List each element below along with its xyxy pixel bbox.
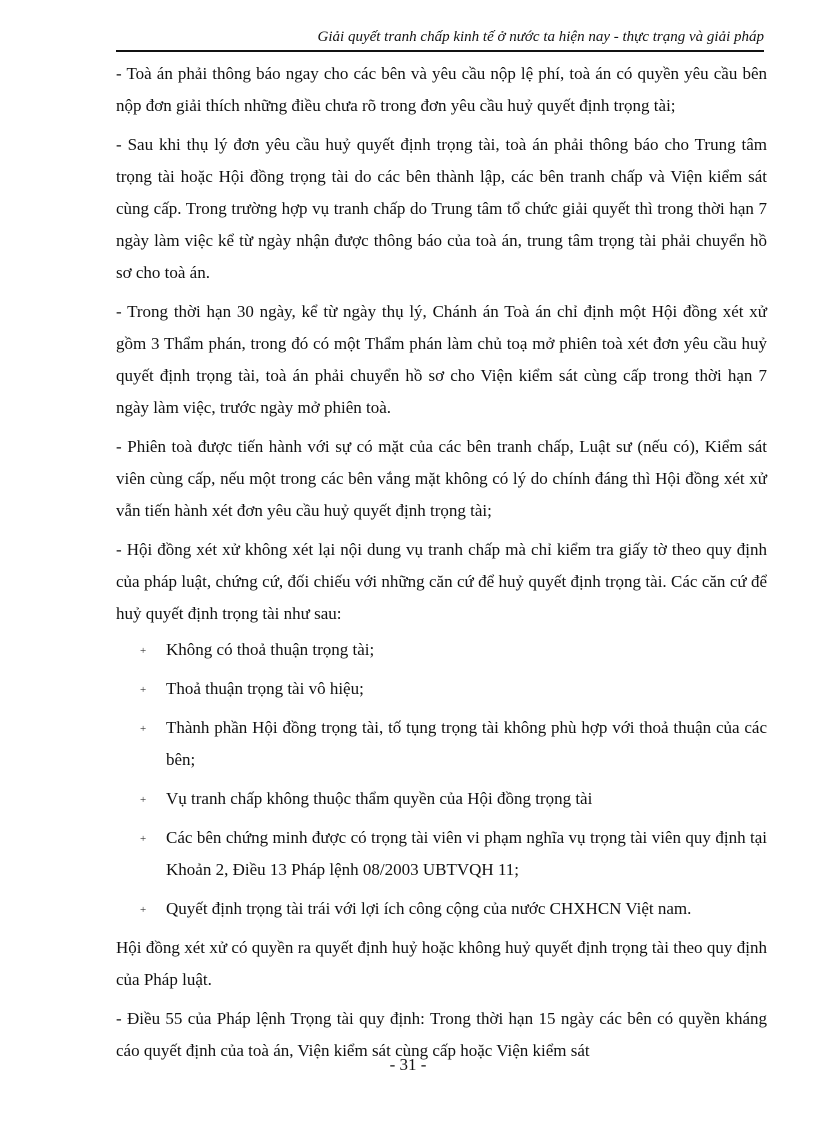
plus-bullet-icon: + <box>140 904 147 916</box>
annulment-grounds-list <box>116 634 767 925</box>
paragraph-after-acceptance: - Sau khi thụ lý đơn yêu cầu huỷ quyết định trọng tài, toà án phải thông báo cho Trung tâm trọng tài hoặc Hội đồng trọng tài do các bên thành lập, các bên tranh chấp và Viện kiểm sát cùng cấp. Trong trường hợp vụ tranh chấp do Trung tâm tổ chức giải quyết thì trong thời hạn 7 ngày làm việc kể từ ngày nhận được thông báo của toà án, trung tâm trọng tài phải chuyển hồ sơ cho toà án. <box>116 135 767 282</box>
paragraph-30-day-period: - Trong thời hạn 30 ngày, kể từ ngày thụ lý, Chánh án Toà án chỉ định một Hội đồng xét xử gồm 3 Thẩm phán, trong đó có một Thẩm phán làm chủ toạ mở phiên toà xét đơn yêu cầu huỷ quyết định trọng tài, toà án phải chuyển hồ sơ cho Viện kiểm sát cùng cấp trong thời hạn 7 ngày làm việc, trước ngày mở phiên toà. <box>116 302 767 417</box>
paragraph-court-notification: - Toà án phải thông báo ngay cho các bên và yêu cầu nộp lệ phí, toà án có quyền yêu cầu bên nộp đơn giải thích những điều chưa rõ trong đơn yêu cầu huỷ quyết định trọng tài; <box>116 64 767 115</box>
paragraph-hearing-attendance: - Phiên toà được tiến hành với sự có mặt của các bên tranh chấp, Luật sư (nếu có), Kiểm sát viên cùng cấp, nếu một trong các bên vắng mặt không có lý do chính đáng thì Hội đồng xét xử vẫn tiến hành xét đơn yêu cầu huỷ quyết định trọng tài; <box>116 437 767 520</box>
list-item <box>116 893 767 925</box>
plus-bullet-icon: + <box>140 833 147 845</box>
header-rule <box>116 50 764 52</box>
list-item-text: Quyết định trọng tài trái với lợi ích công cộng của nước CHXHCN Việt nam. <box>166 899 692 918</box>
list-item-text: Thành phần Hội đồng trọng tài, tố tụng trọng tài không phù hợp với thoả thuận của các bên; <box>166 718 767 769</box>
list-item <box>116 673 767 705</box>
list-item <box>116 822 767 886</box>
list-item-text: Các bên chứng minh được có trọng tài viên vi phạm nghĩa vụ trọng tài viên quy định tại Khoản 2, Điều 13 Pháp lệnh 08/2003 UBTVQH 11; <box>166 828 767 879</box>
plus-bullet-icon: + <box>140 723 147 735</box>
paragraph-review-grounds: - Hội đồng xét xử không xét lại nội dung vụ tranh chấp mà chỉ kiểm tra giấy tờ theo quy định của pháp luật, chứng cứ, đối chiếu với những căn cứ để huỷ quyết định trọng tài. Các căn cứ để huỷ quyết định trọng tài như sau: <box>116 540 767 623</box>
running-header: Giải quyết tranh chấp kinh tế ở nước ta hiện nay - thực trạng và giải pháp <box>317 29 764 45</box>
paragraph-council-decision: Hội đồng xét xử có quyền ra quyết định huỷ hoặc không huỷ quyết định trọng tài theo quy định của Pháp luật. <box>116 938 767 989</box>
plus-bullet-icon: + <box>140 645 147 657</box>
plus-bullet-icon: + <box>140 794 147 806</box>
paragraph-article-55: - Điều 55 của Pháp lệnh Trọng tài quy định: Trong thời hạn 15 ngày các bên có quyền kháng cáo quyết định của toà án, Viện kiểm sát cùng cấp hoặc Viện kiểm sát <box>116 1009 767 1060</box>
list-item <box>116 783 767 815</box>
page-body <box>116 58 767 1074</box>
list-item <box>116 712 767 776</box>
list-item-text: Vụ tranh chấp không thuộc thẩm quyền của Hội đồng trọng tài <box>166 789 593 808</box>
list-item-text: Không có thoả thuận trọng tài; <box>166 640 375 659</box>
list-item-text: Thoả thuận trọng tài vô hiệu; <box>166 679 364 698</box>
list-item <box>116 634 767 666</box>
plus-bullet-icon: + <box>140 684 147 696</box>
page-number: - 31 - <box>389 1055 427 1074</box>
